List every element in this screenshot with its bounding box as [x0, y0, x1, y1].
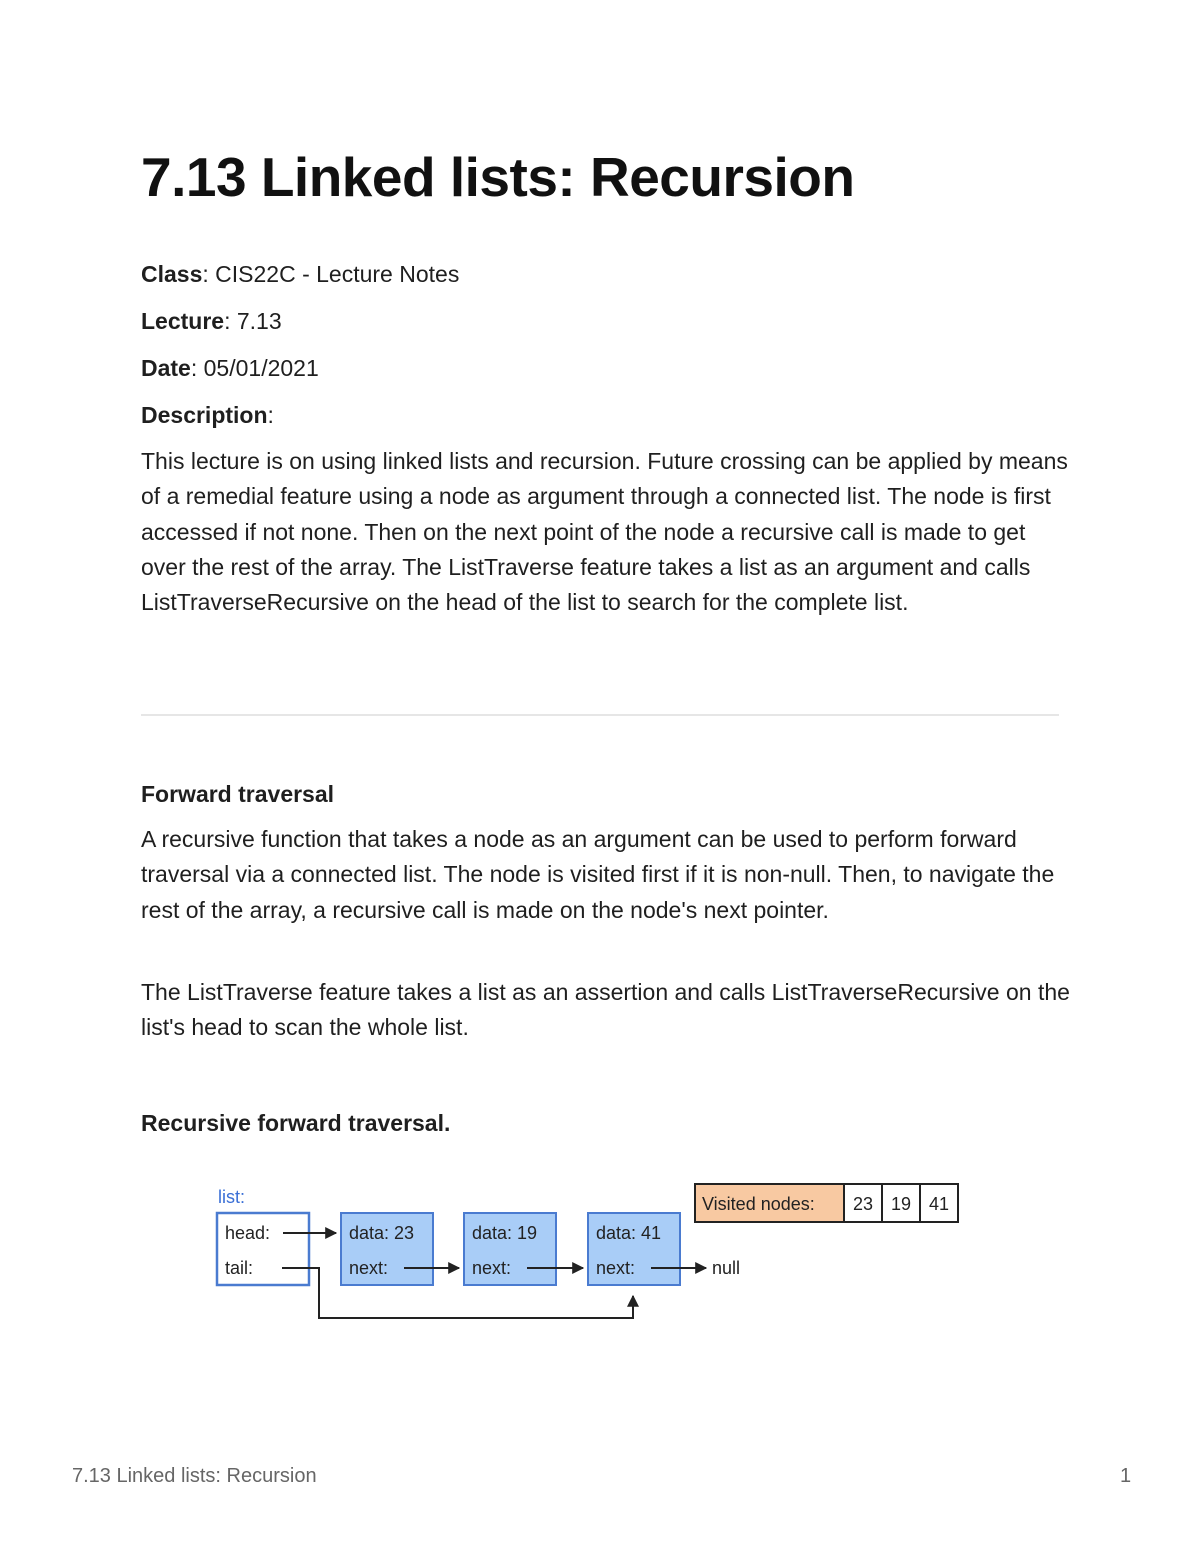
meta-class: Class: CIS22C - Lecture Notes [141, 261, 460, 287]
meta-lecture-label: Lecture [141, 308, 225, 334]
node-1-next: next: [349, 1258, 389, 1278]
figure-heading: Recursive forward traversal. [141, 1110, 451, 1136]
meta-class-value: CIS22C - Lecture Notes [215, 261, 460, 287]
page-title: 7.13 Linked lists: Recursion [141, 146, 855, 208]
meta-description-label: Description [141, 402, 268, 428]
forward-traversal-para-2: The ListTraverse feature takes a list as an assertion and calls ListTraverseRecursive on the list's head to scan the whole list. [141, 979, 1070, 1041]
node-1-data: data: 23 [349, 1223, 415, 1243]
null-label: null [712, 1258, 741, 1278]
list-label: list: [218, 1187, 245, 1207]
meta-date: Date: 05/01/2021 [141, 355, 319, 381]
node-3 [588, 1213, 680, 1285]
visited-value: 19 [890, 1194, 912, 1214]
section-divider [141, 714, 1059, 716]
forward-traversal-heading: Forward traversal [141, 781, 335, 807]
node-2 [464, 1213, 556, 1285]
linked-list-diagram [200, 1170, 980, 1340]
node-1 [341, 1213, 433, 1285]
meta-class-label: Class [141, 261, 203, 287]
node-2-data: data: 19 [472, 1223, 538, 1243]
meta-date-label: Date [141, 355, 191, 381]
head-label: head: [225, 1223, 271, 1243]
meta-lecture: Lecture: 7.13 [141, 308, 282, 334]
node-3-data: data: 41 [596, 1223, 662, 1243]
node-2-next: next: [472, 1258, 512, 1278]
visited-value: 23 [852, 1194, 874, 1214]
meta-lecture-value: 7.13 [236, 308, 282, 334]
visited-nodes-label: Visited nodes: [702, 1194, 815, 1214]
tail-label: tail: [225, 1258, 254, 1278]
visited-nodes-box [695, 1184, 958, 1222]
node-3-next: next: [596, 1258, 636, 1278]
meta-date-value: 05/01/2021 [203, 355, 319, 381]
footer-title: 7.13 Linked lists: Recursion [72, 1465, 317, 1487]
meta-description: Description: [141, 402, 274, 428]
tail-pointer-arrow [282, 1268, 633, 1318]
forward-traversal-para-1: A recursive function that takes a node as an argument can be used to perform forward traversal via a connected list. The node is visited first if it is non-null. Then, to navigate the rest of the array, a recursive call is made on the node's next pointer. [141, 826, 1055, 923]
description-text: This lecture is on using linked lists and recursion. Future crossing can be applied by means of a remedial feature using a node as argument through a connected list. The node is first accessed if not none. Then on the next point of the node a recursive call is made to get over the rest of the array. The ListTraverse feature takes a list as an argument and calls ListTraverseRecursive on the head of the list to search for the complete list. [141, 448, 1068, 616]
footer-page-number: 1 [1120, 1465, 1132, 1487]
visited-value: 41 [928, 1194, 950, 1214]
